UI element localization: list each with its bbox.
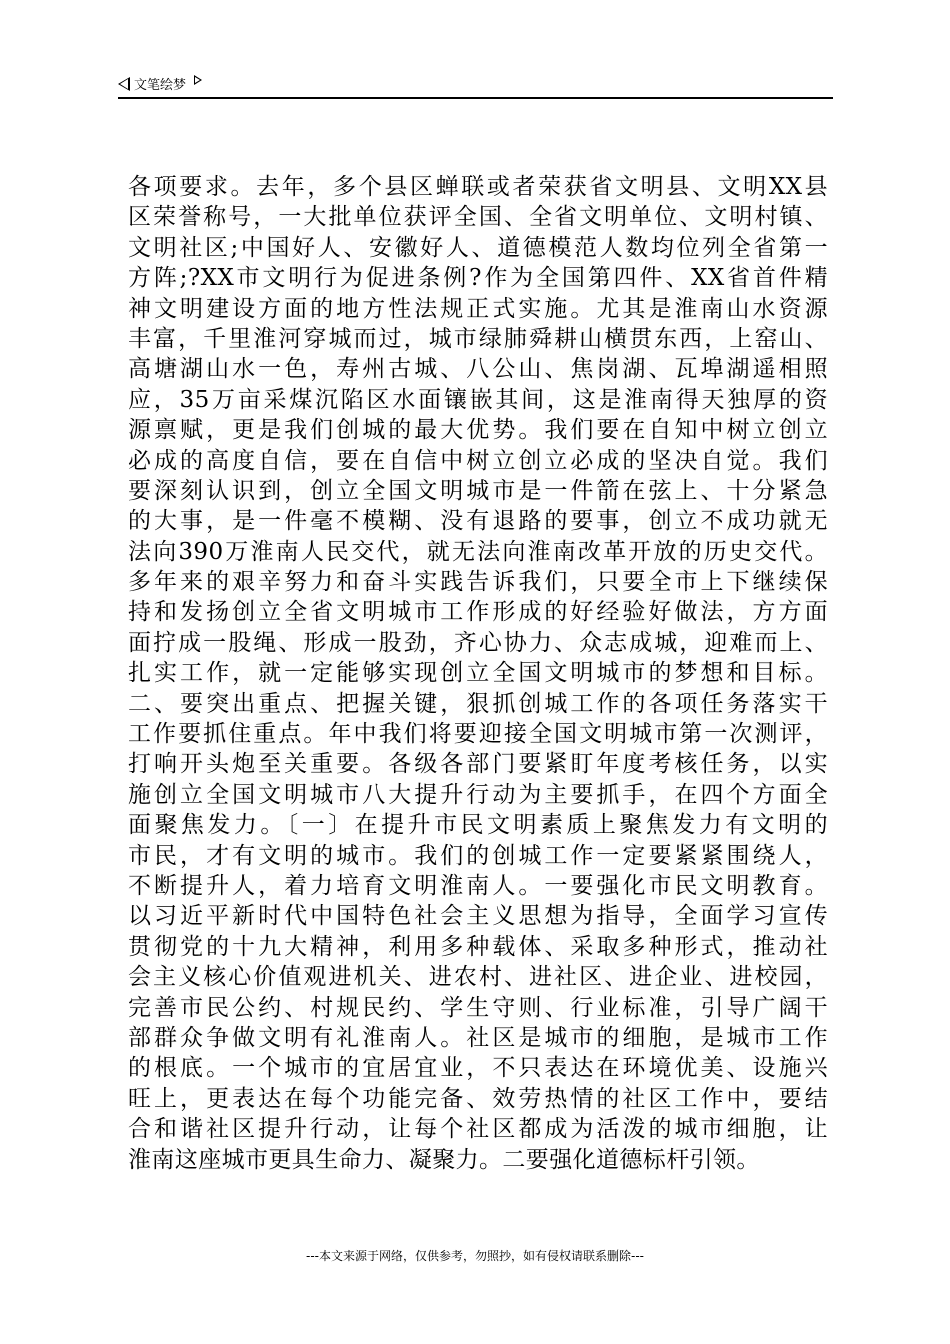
footer-disclaimer: ---本文来源于网络，仅供参考，勿照抄，如有侵权请联系删除---: [306, 1249, 644, 1263]
page-header: [118, 70, 833, 98]
body-line: 工作要抓住重点。年中我们将要迎接全国文明城市第一次测评，: [128, 721, 828, 748]
body-line: 多年来的艰辛努力和奋斗实践告诉我们，只要全市上下继续保: [128, 569, 828, 596]
body-line: 方阵;?XX市文明行为促进条例?作为全国第四件、XX省首件精: [128, 265, 828, 292]
body-line: 区荣誉称号，一大批单位获评全国、全省文明单位、文明村镇、: [128, 204, 828, 231]
body-line: 部群众争做文明有礼淮南人。社区是城市的细胞，是城市工作: [128, 1024, 828, 1051]
body-line: 面聚焦发力。〔一〕在提升市民文明素质上聚焦发力有文明的: [128, 812, 828, 839]
body-line: 文明社区;中国好人、安徽好人、道德模范人数均位列全省第一: [128, 234, 828, 261]
body-line: 会主义核心价值观进机关、进农村、进社区、进企业、进校园，: [128, 964, 828, 991]
body-line: 面拧成一股绳、形成一股劲，齐心协力、众志成城，迎难而上、: [128, 629, 828, 656]
body-line: 合和谐社区提升行动，让每个社区都成为活泼的城市细胞，让: [128, 1116, 828, 1143]
body-line: 淮南这座城市更具生命力、凝聚力。二要强化道德标杆引领。: [128, 1146, 760, 1173]
body-line: 不断提升人，着力培育文明淮南人。一要强化市民文明教育。: [128, 872, 828, 899]
body-line: 法向390万淮南人民交代，就无法向淮南改革开放的历史交代。: [128, 538, 828, 565]
body-line: 丰富，千里淮河穿城而过，城市绿肺舜耕山横贯东西，上窑山、: [128, 325, 828, 352]
body-line: 必成的高度自信，要在自信中树立创立必成的坚决自觉。我们: [128, 447, 828, 474]
body-line: 市民，才有文明的城市。我们的创城工作一定要紧紧围绕人，: [128, 842, 828, 869]
body-line: 高塘湖山水一色，寿州古城、八公山、焦岗湖、瓦埠湖遥相照: [128, 356, 828, 383]
body-text: [128, 172, 828, 1175]
body-line: 二、要突出重点、把握关键，狠抓创城工作的各项任务落实干: [128, 690, 828, 717]
triangle-left-icon: [118, 77, 130, 91]
body-line: 贯彻党的十九大精神，利用多种载体、采取多种形式，推动社: [128, 933, 828, 960]
header-divider: [118, 97, 833, 99]
body-line: 各项要求。去年，多个县区蝉联或者荣获省文明县、文明XX县: [128, 174, 828, 200]
body-line: 完善市民公约、村规民约、学生守则、行业标准，引导广阔干: [128, 994, 828, 1021]
body-line: 要深刻认识到，创立全国文明城市是一件箭在弦上、十分紧急: [128, 477, 828, 504]
body-line: 持和发扬创立全省文明城市工作形成的好经验好做法，方方面: [128, 599, 828, 626]
body-line: 旺上，更表达在每个功能完备、效劳热情的社区工作中，要结: [128, 1085, 828, 1112]
body-line: 源禀赋，更是我们创城的最大优势。我们要在自知中树立创立: [128, 417, 828, 444]
body-line: 扎实工作，就一定能够实现创立全国文明城市的梦想和目标。: [128, 660, 828, 687]
body-line: 的根底。一个城市的宜居宜业，不只表达在环境优美、设施兴: [128, 1055, 828, 1082]
body-line: 的大事，是一件毫不模糊、没有退路的要事，创立不成功就无: [128, 508, 828, 535]
triangle-right-icon: [194, 75, 202, 85]
body-line: 打响开头炮至关重要。各级各部门要紧盯年度考核任务，以实: [128, 751, 828, 778]
body-line: 神文明建设方面的地方性法规正式实施。尤其是淮南山水资源: [128, 295, 828, 322]
body-line: 施创立全国文明城市八大提升行动为主要抓手，在四个方面全: [128, 781, 828, 808]
body-line: 以习近平新时代中国特色社会主义思想为指导，全面学习宣传: [128, 903, 828, 930]
header-brand: [118, 74, 202, 93]
body-line: 应，35万亩采煤沉陷区水面镶嵌其间，这是淮南得天独厚的资: [128, 386, 828, 413]
header-brand-text: 文笔绘梦: [134, 78, 187, 93]
